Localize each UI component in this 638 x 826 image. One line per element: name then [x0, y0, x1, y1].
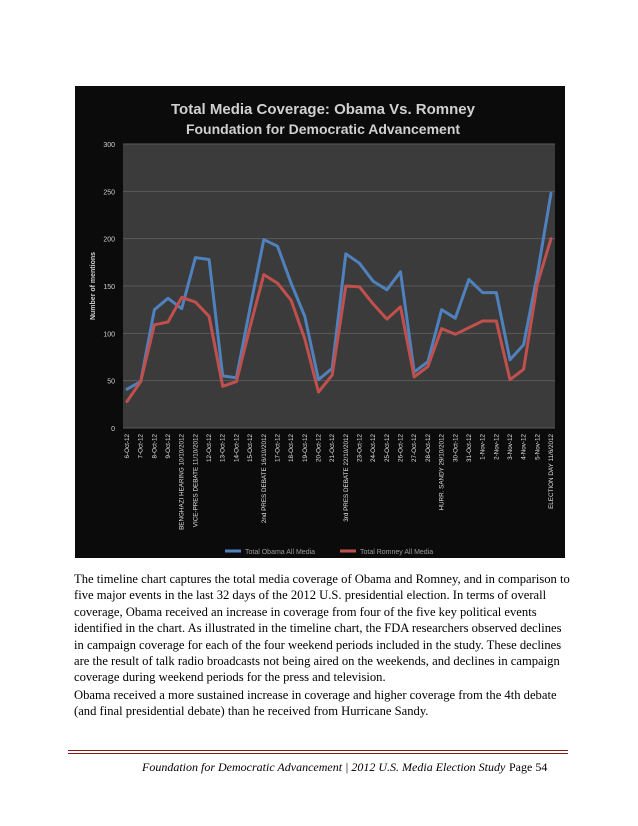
data-point — [208, 315, 210, 317]
data-point — [345, 285, 347, 287]
data-point — [153, 324, 155, 326]
data-point — [509, 359, 511, 361]
legend-label: Total Obama All Media — [245, 549, 316, 556]
y-tick-label: 0 — [111, 426, 115, 433]
data-point — [481, 291, 483, 293]
x-tick-label: 25-Oct-12 — [383, 434, 391, 462]
data-point — [550, 237, 552, 239]
data-point — [222, 385, 224, 387]
y-tick-label: 250 — [103, 189, 115, 197]
footer-rule-bottom — [68, 753, 568, 754]
data-point — [399, 271, 401, 273]
x-tick-label: 2-Nov-12 — [493, 434, 501, 460]
data-point — [194, 256, 196, 258]
x-tick-label: 30-Oct-12 — [452, 434, 460, 462]
y-tick-label: 100 — [103, 331, 115, 339]
x-tick-label: HURR. SANDY 29/10/2012 — [438, 434, 446, 511]
data-point — [263, 273, 265, 275]
data-point — [522, 343, 524, 345]
data-point — [550, 192, 552, 194]
x-tick-label: 5-Nov-12 — [534, 434, 542, 460]
data-point — [495, 320, 497, 322]
x-tick-label: 26-Oct-12 — [397, 434, 405, 462]
x-tick-label: 1-Nov-12 — [479, 434, 487, 460]
data-point — [153, 308, 155, 310]
data-point — [358, 286, 360, 288]
x-tick-label: 19-Oct-12 — [301, 434, 309, 462]
data-point — [413, 376, 415, 378]
data-point — [468, 278, 470, 280]
y-axis-label: Number of mentions — [90, 251, 97, 321]
data-point — [167, 321, 169, 323]
data-point — [290, 282, 292, 284]
x-tick-label: 27-Oct-12 — [411, 434, 419, 462]
x-tick-label: 9-Oct-12 — [165, 434, 173, 459]
x-tick-label: 14-Oct-12 — [233, 434, 241, 462]
data-point — [345, 253, 347, 255]
chart-image — [75, 86, 565, 558]
x-tick-label: 12-Oct-12 — [206, 434, 214, 462]
y-tick-label: 300 — [103, 142, 115, 149]
body-paragraph-2: Obama received a more sustained increase in coverage and higher coverage from the 4th debate (and final presidential debate) than he received from Hurricane Sandy. — [74, 688, 557, 719]
data-point — [317, 379, 319, 381]
x-tick-label: 15-Oct-12 — [247, 434, 255, 462]
data-point — [454, 333, 456, 335]
data-point — [208, 258, 210, 260]
data-point — [536, 273, 538, 275]
data-point — [167, 297, 169, 299]
x-tick-label: 17-Oct-12 — [274, 434, 282, 462]
data-point — [427, 365, 429, 367]
x-tick-label: VICE-PRES DEBATE 11/10/2012 — [192, 434, 200, 528]
x-tick-label: 6-Oct-12 — [124, 434, 131, 459]
data-point — [386, 289, 388, 291]
data-point — [276, 245, 278, 247]
data-point — [358, 262, 360, 264]
data-point — [495, 291, 497, 293]
data-point — [194, 301, 196, 303]
data-point — [276, 282, 278, 284]
x-tick-label: 3rd PRES DEBATE 22/10/2012 — [342, 434, 350, 522]
x-tick-label: 2nd PRES DEBATE 16/10/2012 — [260, 434, 268, 524]
x-tick-label: 13-Oct-12 — [219, 434, 227, 462]
x-tick-label: 31-Oct-12 — [465, 434, 473, 462]
chart-title: Total Media Coverage: Obama Vs. Romney — [171, 101, 475, 118]
data-point — [468, 326, 470, 328]
data-point — [440, 308, 442, 310]
data-point — [290, 299, 292, 301]
data-point — [126, 388, 128, 390]
x-tick-label: BENGHAZI HEARING 10/10/2012 — [178, 434, 186, 530]
data-point — [235, 380, 237, 382]
line-chart — [75, 86, 565, 558]
data-point — [181, 296, 183, 298]
footer-text: Foundation for Democratic Advancement | 2012 U.S. Media Election Study — [142, 760, 506, 774]
x-tick-label: 8-Oct-12 — [151, 434, 159, 459]
x-tick-label: 21-Oct-12 — [329, 434, 337, 462]
data-point — [522, 368, 524, 370]
data-point — [481, 320, 483, 322]
x-tick-label: ELECTION DAY 11/6/2012 — [548, 434, 555, 509]
data-point — [440, 327, 442, 329]
data-point — [372, 280, 374, 282]
data-point — [509, 379, 511, 381]
data-point — [372, 303, 374, 305]
data-point — [454, 317, 456, 319]
x-tick-label: 3-Nov-12 — [506, 434, 514, 460]
legend-label: Total Romney All Media — [360, 549, 434, 556]
x-tick-label: 23-Oct-12 — [356, 434, 364, 462]
x-tick-label: 28-Oct-12 — [424, 434, 432, 462]
data-point — [249, 307, 251, 309]
x-tick-label: 7-Oct-12 — [137, 434, 145, 459]
x-tick-label: 20-Oct-12 — [315, 434, 323, 462]
y-tick-label: 50 — [107, 378, 115, 386]
data-point — [126, 400, 128, 402]
chart-subtitle: Foundation for Democratic Advancement — [185, 121, 461, 137]
y-tick-label: 150 — [103, 284, 115, 291]
x-tick-label: 4-Nov-12 — [520, 434, 528, 460]
data-point — [263, 238, 265, 240]
data-point — [249, 326, 251, 328]
data-point — [399, 306, 401, 308]
data-point — [304, 338, 306, 340]
data-point — [386, 318, 388, 320]
data-point — [181, 308, 183, 310]
footer-rule-top — [68, 750, 568, 751]
body-paragraph-1: The timeline chart captures the total media coverage of Obama and Romney, and in comparison to five major events in the last 32 days of the 2012 U.S. presidential election. In terms of overall coverage, Obama received an increase in coverage from four of the five key political events identified in the chart. As illustrated in the timeline chart, the FDA researchers observed declines in campaign coverage for each of the four weekend periods included in the study. These declines are the result of talk radio broadcasts not being aired on the weekends, and declines in campaign coverage during weekend periods for the press and television. — [74, 572, 570, 685]
data-point — [536, 283, 538, 285]
page-number: Page 54 — [509, 760, 548, 774]
data-point — [317, 391, 319, 393]
data-point — [331, 374, 333, 376]
x-tick-label: 18-Oct-12 — [288, 434, 296, 462]
data-point — [304, 315, 306, 317]
y-tick-label: 200 — [103, 236, 115, 244]
data-point — [139, 380, 141, 382]
x-tick-label: 24-Oct-12 — [370, 434, 378, 462]
